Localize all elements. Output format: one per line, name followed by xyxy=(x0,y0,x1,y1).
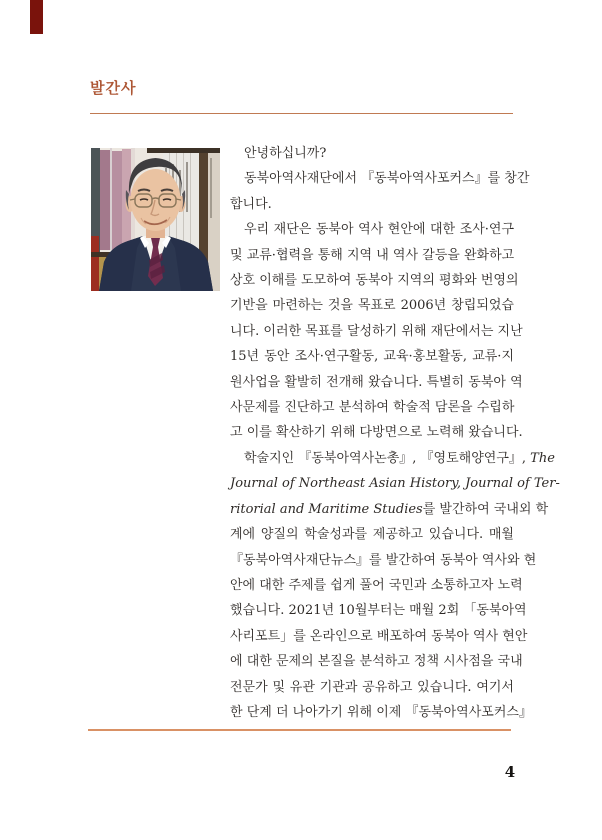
body-line xyxy=(230,522,514,547)
body-segment: 고 이를 확산하기 위해 다방면으로 노력해 왔습니다. xyxy=(230,425,523,441)
body-text xyxy=(230,141,560,725)
body-segment: 및 교류·협력을 통해 지역 내 역사 갈등을 완화하고 xyxy=(230,247,515,263)
body-segment: 에 대한 문제의 본질을 분석하고 정책 시사점을 국내 xyxy=(230,654,523,670)
body-segment: 한 단계 더 나아가기 위해 이제 『동북아역사포커스』 xyxy=(230,704,532,720)
body-segment: 15년 동안 조사·연구활동, 교육·홍보활동, 교류·지 xyxy=(230,349,514,365)
body-segment: 했습니다. 2021년 10월부터는 매월 2회 「동북아역 xyxy=(230,603,527,619)
body-segment: 『동북아역사재단뉴스』를 발간하여 동북아 역사와 현 xyxy=(230,552,537,568)
portrait-illustration xyxy=(91,148,220,291)
body-segment: 전문가 및 유관 기관과 공유하고 있습니다. 여기서 xyxy=(230,679,514,695)
body-segment: 를 발간하여 국내외 학 xyxy=(422,501,549,517)
header-divider xyxy=(90,113,513,114)
body-line xyxy=(230,446,555,471)
body-line xyxy=(230,268,519,293)
body-line xyxy=(230,420,523,445)
body-segment: 상호 이해를 도모하여 동북아 지역의 평화와 번영의 xyxy=(230,273,519,289)
journal-title-italic: Journal of Northeast Asian History, Journal of Ter- xyxy=(230,476,560,492)
body-segment: 사문제를 진단하고 분석하여 학술적 담론을 수립하 xyxy=(230,400,515,416)
chapter-edge-tab xyxy=(30,0,43,34)
body-line xyxy=(230,497,549,522)
body-line xyxy=(230,598,527,623)
body-segment: 원사업을 활발히 전개해 왔습니다. 특별히 동북아 역 xyxy=(230,374,523,390)
body-line xyxy=(230,624,528,649)
body-segment: 동북아역사재단에서 『동북아역사포커스』를 창간 xyxy=(244,171,530,187)
body-line xyxy=(230,166,530,191)
body-line xyxy=(230,319,523,344)
body-segment: 사리포트」를 온라인으로 배포하여 동북아 역사 현안 xyxy=(230,628,528,644)
body-segment: 안에 대한 주제를 쉽게 풀어 국민과 소통하고자 노력 xyxy=(230,577,523,593)
page-number: 4 xyxy=(504,763,516,781)
journal-title-italic: The xyxy=(530,450,555,466)
body-segment: 안녕하십니까? xyxy=(244,146,327,161)
body-line xyxy=(230,471,560,496)
body-line xyxy=(230,649,523,674)
journal-title-italic: ritorial and Maritime Studies xyxy=(230,501,423,517)
body-line xyxy=(230,548,537,573)
body-line xyxy=(230,675,514,700)
body-line xyxy=(230,243,514,268)
body-line xyxy=(230,217,514,242)
section-title: 발간사 xyxy=(90,79,137,97)
body-segment: 우리 재단은 동북아 역사 현안에 대한 조사·연구 xyxy=(244,222,514,238)
body-line xyxy=(230,573,523,598)
body-line xyxy=(230,141,514,166)
body-segment: 니다. 이러한 목표를 달성하기 위해 재단에서는 지난 xyxy=(230,323,523,339)
body-line xyxy=(230,370,523,395)
body-segment: 학술지인 『동북아역사논총』, 『영토해양연구』, xyxy=(244,450,531,466)
body-line xyxy=(230,395,514,420)
body-segment: 계에 양질의 학술성과를 제공하고 있습니다. 매월 xyxy=(230,527,514,543)
footer-divider xyxy=(88,729,511,731)
body-line xyxy=(230,700,532,725)
body-line xyxy=(230,344,514,369)
body-segment: 기반을 마련하는 것을 목표로 2006년 창립되었습 xyxy=(230,298,514,314)
portrait-photo xyxy=(91,148,220,291)
body-segment: 합니다. xyxy=(230,196,272,212)
body-line xyxy=(230,293,514,318)
body-line xyxy=(230,192,514,217)
